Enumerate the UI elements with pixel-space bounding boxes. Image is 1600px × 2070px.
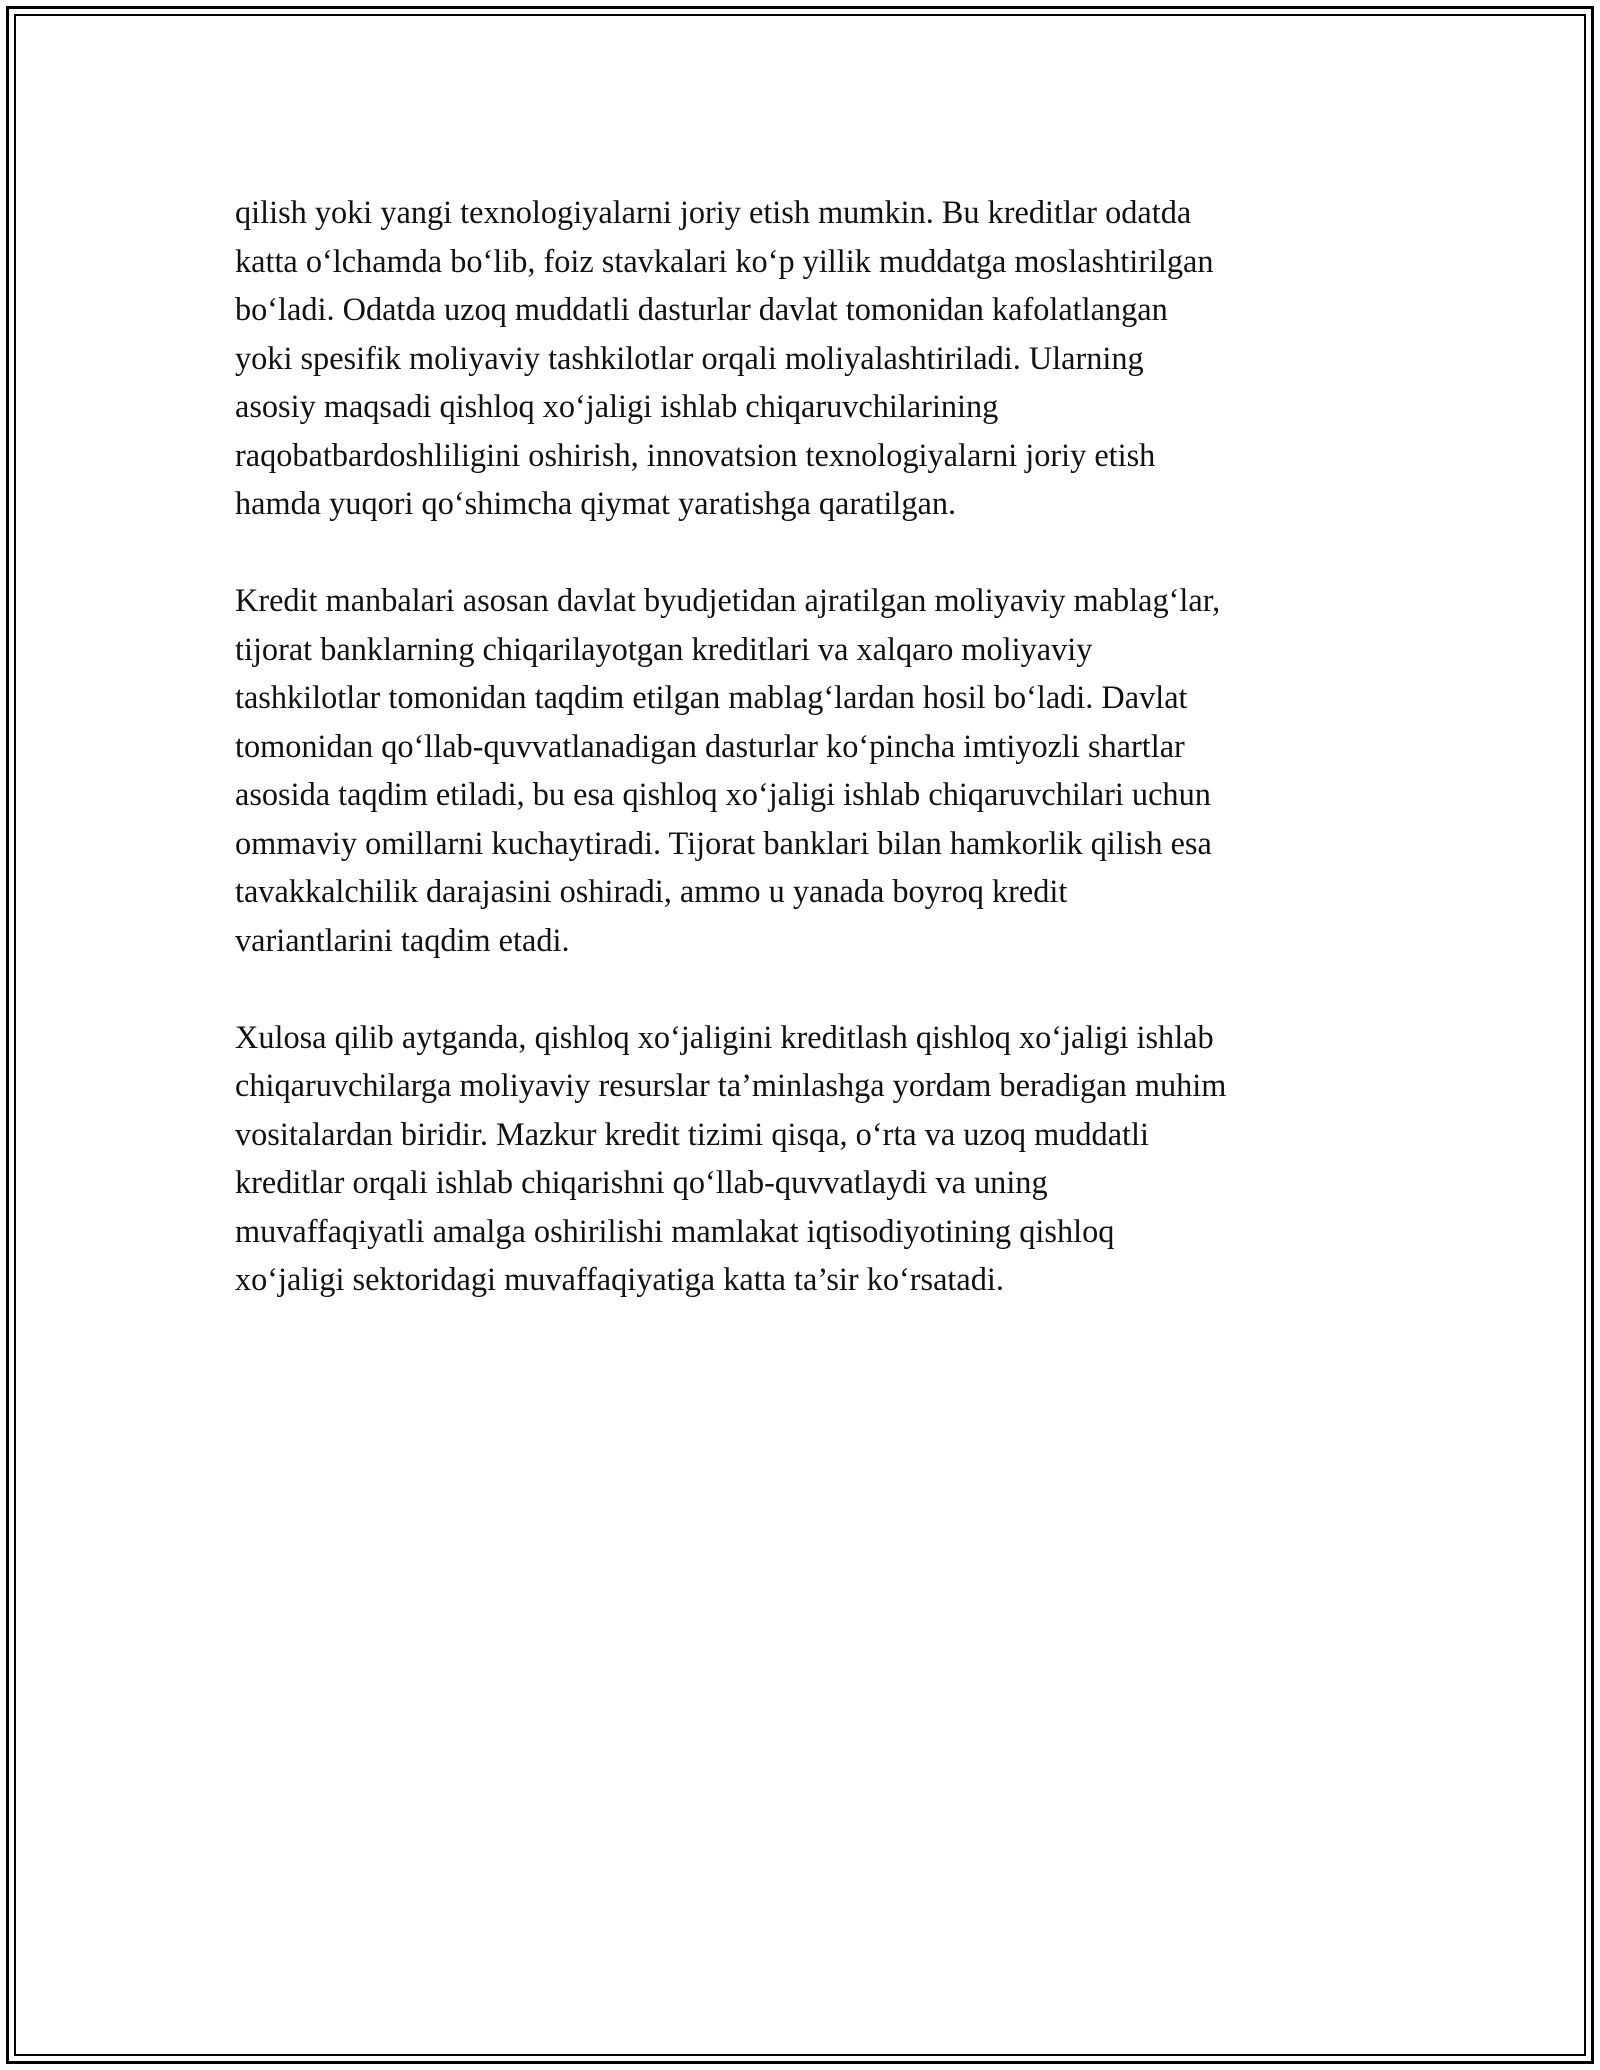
text-line: Xulosa qilib aytganda, qishloq xo‘jaligini kreditlash qishloq xo‘jaligi ishlab	[235, 1018, 1214, 1055]
paragraph-3	[235, 1013, 1375, 1304]
text-line: ommaviy omillarni kuchaytiradi. Tijorat banklari bilan hamkorlik qilish esa	[235, 824, 1212, 861]
paragraph-2	[235, 576, 1375, 964]
text-line: yoki spesifik moliyaviy tashkilotlar orqali moliyalashtiriladi. Ularning	[235, 339, 1144, 376]
paragraph-1	[235, 188, 1375, 528]
text-line: tashkilotlar tomonidan taqdim etilgan mablag‘lardan hosil bo‘ladi. Davlat	[235, 679, 1188, 715]
text-line: variantlarini taqdim etadi.	[235, 921, 570, 958]
text-line: tavakkalchilik darajasini oshiradi, ammo u yanada boyroq kredit	[235, 873, 1068, 909]
text-line: kreditlar orqali ishlab chiqarishni qo‘llab-quvvatlaydi va uning	[235, 1164, 1048, 1200]
text-line: qilish yoki yangi texnologiyalarni joriy etish mumkin. Bu kreditlar odatda	[235, 194, 1192, 230]
text-line: hamda yuqori qo‘shimcha qiymat yaratishga qaratilgan.	[235, 485, 957, 521]
text-line: asosida taqdim etiladi, bu esa qishloq xo‘jaligi ishlab chiqaruvchilari uchun	[235, 776, 1211, 812]
text-line: chiqaruvchilarga moliyaviy resurslar ta’minlashga yordam beradigan muhim	[235, 1067, 1227, 1103]
text-line: xo‘jaligi sektoridagi muvaffaqiyatiga katta ta’sir ko‘rsatadi.	[235, 1261, 1004, 1297]
text-line: katta o‘lchamda bo‘lib, foiz stavkalari ko‘p yillik muddatga moslashtirilgan	[235, 242, 1214, 279]
text-line: asosiy maqsadi qishloq xo‘jaligi ishlab chiqaruvchilarining	[235, 388, 999, 424]
text-line: Kredit manbalari asosan davlat byudjetidan ajratilgan moliyaviy mablag‘lar,	[235, 582, 1221, 618]
document-body	[235, 188, 1375, 1352]
text-line: bo‘ladi. Odatda uzoq muddatli dasturlar davlat tomonidan kafolatlangan	[235, 291, 1168, 327]
text-line: vositalardan biridir. Mazkur kredit tizimi qisqa, o‘rta va uzoq muddatli	[235, 1115, 1149, 1152]
text-line: raqobatbardoshliligini oshirish, innovatsion texnologiyalarni joriy etish	[235, 436, 1156, 473]
text-line: tijorat banklarning chiqarilayotgan kreditlari va xalqaro moliyaviy	[235, 630, 1093, 667]
text-line: muvaffaqiyatli amalga oshirilishi mamlakat iqtisodiyotining qishloq	[235, 1212, 1115, 1249]
text-line: tomonidan qo‘llab-quvvatlanadigan dasturlar ko‘pincha imtiyozli shartlar	[235, 727, 1185, 764]
